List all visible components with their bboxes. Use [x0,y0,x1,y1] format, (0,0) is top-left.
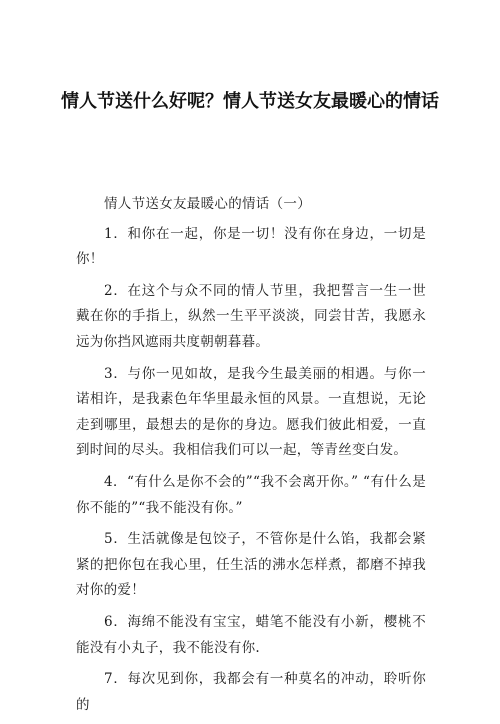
paragraph-1: 1．和你在一起，你是一切！没有你在身边，一切是你！ [76,225,426,268]
article-body [76,192,426,724]
paragraph-6: 6．海绵不能没有宝宝，蜡笔不能没有小新，樱桃不能没有小丸子，我不能没有你. [76,613,426,656]
paragraph-7: 7．每次见到你，我都会有一种莫名的冲动，聆听你的 [76,671,426,713]
section-heading: 情人节送女友最暖心的情话（一） [104,196,311,212]
paragraph-3: 3．与你一见如故，是我今生最美丽的相遇。与你一诺相许，是我素色年华里最永恒的风景。一直想说，无论走到哪里，最想去的是你的身边。愿我们彼此相爱，一直到时间的尽头。我相信我们可以一起，等青丝变白发。 [76,365,426,459]
document-title: 情人节送什么好呢？情人节送女友最暖心的情话 [61,91,439,112]
paragraph-4: 4．“有什么是你不会的”“我不会离开你。” “有什么是你不能的”“我不能没有你。” [76,473,426,516]
paragraph-2: 2．在这个与众不同的情人节里，我把誓言一生一世戴在你的手指上，纵然一生平平淡淡，同尝甘苦，我愿永远为你挡风遮雨共度朝朝暮暮。 [76,282,426,350]
paragraph-5: 5．生活就像是包饺子，不管你是什么馅，我都会紧紧的把你包在我心里，任生活的沸水怎样煮，都磨不掉我对你的爱！ [76,531,426,599]
